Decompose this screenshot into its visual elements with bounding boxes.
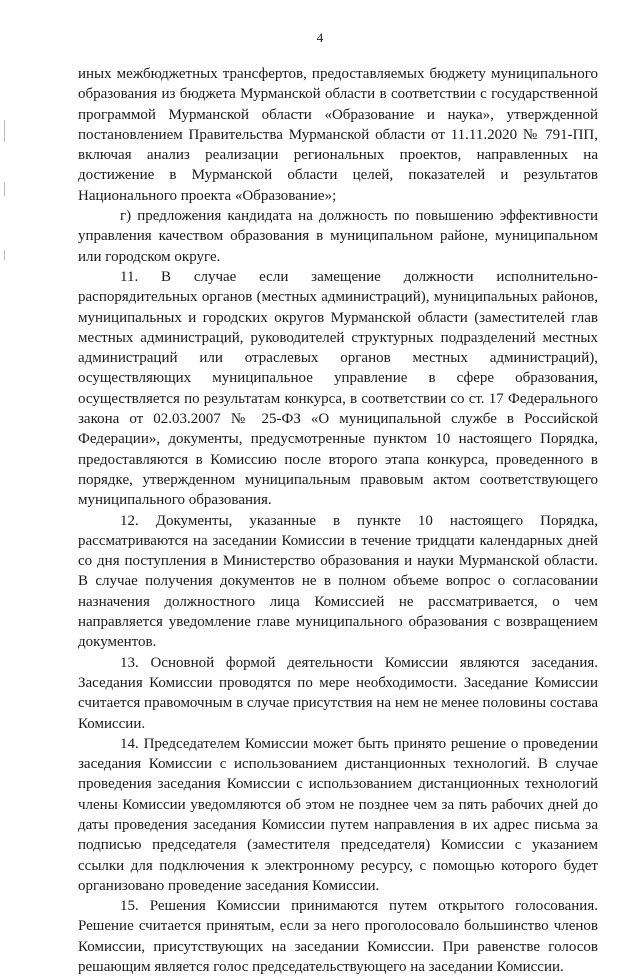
paragraph-12: 12. Документы, указанные в пункте 10 настоящего Порядка, рассматриваются на заседании Комиссии в течение тридцати календарных дней со дня поступления в Министерство образования и науки Мурманской области. В случае получения документов не в полном объеме вопрос о согласовании назначения должностного лица Комиссией не рассматривается, о чем направляется уведомление главе муниципального образования с возвращением документов. — [78, 512, 598, 651]
paragraph-continuation: иных межбюджетных трансфертов, предоставляемых бюджету муниципального образования из бюджета Мурманской области в соответствии с государственной программой Мурманской области «Образование и наука», утвержденной постановлением Правительства Мурманской области от 11.11.2020 № 791-ПП, включая анализ реализации региональных проектов, направленных на достижение в Мурманской области целей, показателей и результатов Национального проекта «Образование»; — [78, 66, 598, 204]
document-body — [78, 64, 598, 977]
paragraph-g: г) предложения кандидата на должность по повышению эффективности управления качеством образования в муниципальном районе, муниципальном или городском округе. — [78, 208, 598, 265]
scan-margin-mark — [4, 182, 5, 196]
paragraph-14: 14. Председателем Комиссии может быть принято решение о проведении заседания Комиссии с использованием дистанционных технологий. В случае проведения заседания Комиссии с использованием дистанционных технологий члены Комиссии уведомляются об этом не позднее чем за пять рабочих дней до даты проведения заседания Комиссии путем направления в их адрес письма за подписью председателя (заместителя председателя) Комиссии с указанием ссылки для подключения к электронному ресурсу, с помощью которого будет организовано проведение заседания Комиссии. — [78, 735, 598, 894]
paragraph-11: 11. В случае если замещение должности исполнительно-распорядительных органов (местных администраций), муниципальных районов, муниципальных и городских округов Мурманской области (заместителей глав местных администраций, руководителей структурных подразделений местных администраций или отраслевых органов местных администраций), осуществляющих муниципальное управление в сфере образования, осуществляется по результатам конкурса, в соответствии со ст. 17 Федерального закона от 02.03.2007 № 25-ФЗ «О муниципальной службе в Российской Федерации», документы, предусмотренные пунктом 10 настоящего Порядка, предоставляются в Комиссию после второго этапа конкурса, проведенного в порядке, утвержденном муниципальным правовым актом соответствующего муниципального образования. — [78, 268, 598, 509]
scan-margin-mark — [4, 120, 5, 142]
scan-margin-mark — [4, 250, 5, 260]
paragraph-15: 15. Решения Комиссии принимаются путем открытого голосования. Решение считается принятым, если за него проголосовало большинство членов Комиссии, присутствующих на заседании Комиссии. При равенстве голосов решающим является голос председательствующего на заседании Комиссии. — [78, 898, 598, 976]
page-number: 4 — [316, 30, 324, 45]
paragraph-13: 13. Основной формой деятельности Комиссии являются заседания. Заседания Комиссии проводятся по мере необходимости. Заседание Комиссии считается правомочным в случае присутствия на нем не менее половины состава Комиссии. — [78, 654, 598, 732]
